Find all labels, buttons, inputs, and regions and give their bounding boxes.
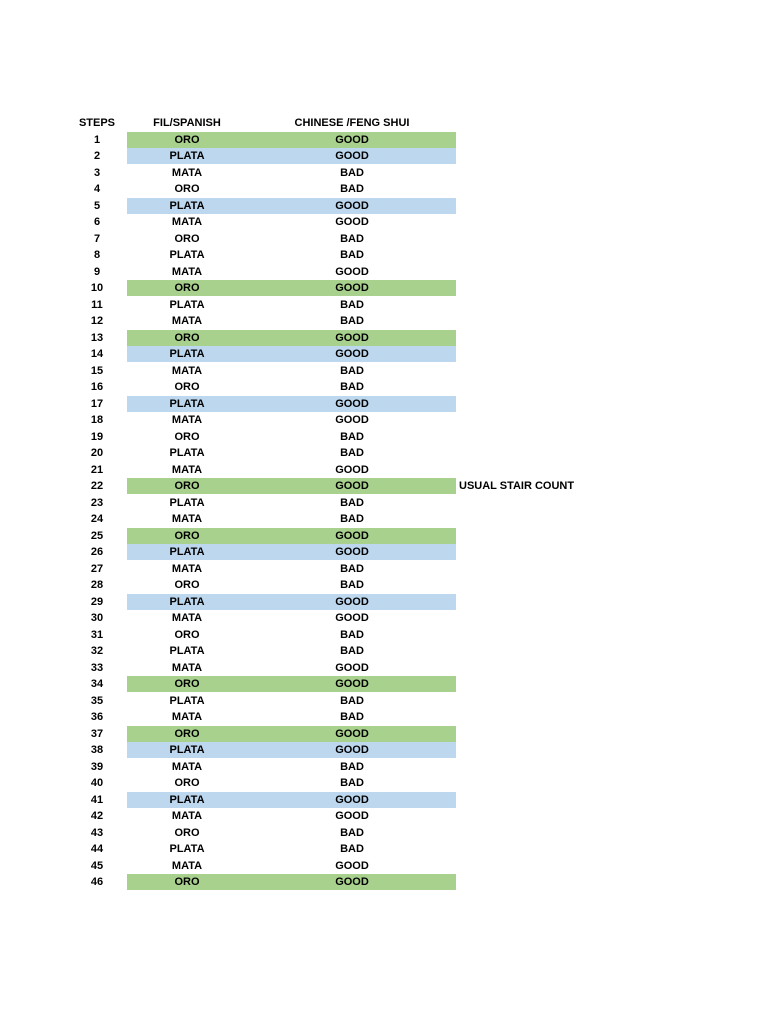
- feng-shui-cell: GOOD: [335, 150, 369, 162]
- table-row: [0, 610, 768, 627]
- step-cell: 30: [90, 612, 104, 624]
- step-cell: 23: [90, 496, 104, 509]
- feng-shui-cell: BAD: [340, 232, 364, 245]
- feng-shui-cell: BAD: [340, 430, 364, 443]
- feng-shui-cell: BAD: [340, 298, 364, 311]
- table-row: [0, 247, 768, 264]
- feng-shui-cell: GOOD: [335, 265, 369, 278]
- feng-shui-cell: BAD: [340, 628, 364, 641]
- fil-spanish-cell: ORO: [174, 727, 200, 740]
- fil-spanish-cell: ORO: [174, 579, 200, 591]
- step-cell: 45: [90, 859, 104, 872]
- step-cell: 35: [90, 694, 104, 707]
- feng-shui-cell: GOOD: [335, 414, 369, 426]
- table-row: [0, 280, 768, 297]
- feng-shui-header: CHINESE /FENG SHUI: [294, 117, 410, 129]
- fil-spanish-cell: PLATA: [169, 199, 205, 212]
- fil-spanish-cell: PLATA: [169, 496, 205, 509]
- fil-spanish-cell: PLATA: [169, 793, 205, 806]
- feng-shui-cell: GOOD: [335, 810, 369, 822]
- feng-shui-cell: BAD: [340, 381, 364, 393]
- step-cell: 26: [90, 546, 104, 558]
- step-cell: 41: [90, 793, 104, 806]
- feng-shui-cell: BAD: [340, 843, 364, 855]
- table-row: [0, 792, 768, 809]
- feng-shui-cell: GOOD: [335, 397, 369, 410]
- fil-spanish-cell: PLATA: [169, 595, 205, 608]
- feng-shui-cell: BAD: [340, 166, 364, 179]
- feng-shui-cell: GOOD: [335, 546, 369, 558]
- step-cell: 17: [90, 397, 104, 410]
- fil-spanish-cell: MATA: [171, 562, 203, 575]
- table-row: [0, 198, 768, 215]
- feng-shui-cell: GOOD: [335, 480, 369, 492]
- fil-spanish-cell: MATA: [171, 612, 203, 624]
- table-row: [0, 693, 768, 710]
- feng-shui-cell: GOOD: [335, 282, 369, 294]
- feng-shui-cell: BAD: [340, 315, 364, 327]
- table-row: [0, 627, 768, 644]
- step-cell: 40: [90, 777, 104, 789]
- spreadsheet: [0, 115, 768, 891]
- feng-shui-cell: BAD: [340, 760, 364, 773]
- table-row: [0, 346, 768, 363]
- feng-shui-cell: GOOD: [335, 199, 369, 212]
- fil-spanish-cell: MATA: [171, 315, 203, 327]
- table-row: [0, 726, 768, 743]
- table-row: [0, 429, 768, 446]
- step-cell: 32: [90, 645, 104, 657]
- fil-spanish-cell: MATA: [171, 216, 203, 228]
- step-cell: 37: [90, 727, 104, 740]
- step-cell: 9: [93, 265, 101, 278]
- step-cell: 39: [90, 760, 104, 773]
- feng-shui-cell: GOOD: [335, 727, 369, 740]
- feng-shui-cell: GOOD: [335, 661, 369, 674]
- feng-shui-cell: GOOD: [335, 612, 369, 624]
- step-cell: 3: [93, 166, 101, 179]
- table-row: [0, 511, 768, 528]
- fil-spanish-cell: ORO: [174, 282, 200, 294]
- fil-spanish-cell: MATA: [171, 166, 203, 179]
- feng-shui-cell: BAD: [340, 496, 364, 509]
- step-cell: 11: [91, 298, 103, 311]
- feng-shui-cell: GOOD: [335, 133, 369, 146]
- fil-spanish-cell: MATA: [171, 265, 203, 278]
- feng-shui-cell: GOOD: [335, 678, 369, 690]
- table-row: [0, 858, 768, 875]
- table-body: [0, 132, 768, 891]
- table-row: [0, 528, 768, 545]
- step-cell: 27: [90, 562, 104, 575]
- table-row: [0, 841, 768, 858]
- step-cell: 29: [90, 595, 104, 608]
- fil-spanish-cell: ORO: [174, 876, 200, 888]
- feng-shui-cell: BAD: [340, 364, 364, 377]
- feng-shui-cell: GOOD: [335, 595, 369, 608]
- note-cell: USUAL STAIR COUNT: [459, 480, 575, 492]
- fil-spanish-cell: ORO: [174, 826, 200, 839]
- fil-spanish-cell: PLATA: [169, 150, 205, 162]
- feng-shui-cell: BAD: [340, 183, 364, 195]
- fil-spanish-cell: ORO: [174, 480, 200, 492]
- fil-spanish-cell: MATA: [171, 711, 203, 723]
- fil-spanish-cell: ORO: [174, 232, 200, 245]
- fil-spanish-cell: MATA: [171, 760, 203, 773]
- table-row: [0, 825, 768, 842]
- fil-spanish-cell: ORO: [174, 381, 200, 393]
- step-cell: 4: [93, 183, 101, 195]
- step-cell: 18: [90, 414, 104, 426]
- table-row: [0, 330, 768, 347]
- fil-spanish-cell: PLATA: [169, 298, 205, 311]
- table-row: [0, 132, 768, 149]
- table-row: [0, 676, 768, 693]
- table-row: [0, 313, 768, 330]
- table-row: [0, 495, 768, 512]
- fil-spanish-cell: PLATA: [169, 447, 205, 459]
- fil-spanish-cell: ORO: [174, 331, 200, 344]
- step-cell: 38: [90, 744, 104, 756]
- step-cell: 14: [90, 348, 104, 360]
- table-row: [0, 214, 768, 231]
- table-row: [0, 396, 768, 413]
- step-cell: 12: [90, 315, 104, 327]
- feng-shui-cell: BAD: [340, 249, 364, 261]
- table-header: [0, 115, 768, 132]
- table-row: [0, 577, 768, 594]
- feng-shui-cell: GOOD: [335, 348, 369, 360]
- feng-shui-cell: GOOD: [335, 859, 369, 872]
- table-row: [0, 445, 768, 462]
- step-cell: 6: [93, 216, 101, 228]
- feng-shui-cell: BAD: [340, 711, 364, 723]
- fil-spanish-header: FIL/SPANISH: [153, 117, 221, 129]
- steps-header: STEPS: [78, 117, 116, 129]
- fil-spanish-cell: PLATA: [169, 645, 205, 657]
- table-row: [0, 874, 768, 891]
- step-cell: 43: [90, 826, 104, 839]
- step-cell: 15: [90, 364, 104, 377]
- step-cell: 8: [93, 249, 101, 261]
- feng-shui-cell: BAD: [340, 513, 364, 525]
- feng-shui-cell: BAD: [340, 447, 364, 459]
- fil-spanish-cell: ORO: [174, 430, 200, 443]
- step-cell: 22: [90, 480, 104, 492]
- step-cell: 46: [90, 876, 104, 888]
- fil-spanish-cell: PLATA: [169, 249, 205, 261]
- fil-spanish-cell: MATA: [171, 859, 203, 872]
- fil-spanish-cell: MATA: [171, 414, 203, 426]
- feng-shui-cell: BAD: [340, 645, 364, 657]
- step-cell: 16: [90, 381, 104, 393]
- step-cell: 33: [90, 661, 104, 674]
- fil-spanish-cell: PLATA: [169, 397, 205, 410]
- table-row: [0, 478, 768, 495]
- table-row: [0, 544, 768, 561]
- step-cell: 5: [93, 199, 101, 212]
- step-cell: 7: [93, 232, 101, 245]
- table-row: [0, 643, 768, 660]
- step-cell: 13: [90, 331, 104, 344]
- feng-shui-cell: GOOD: [335, 529, 369, 542]
- table-row: [0, 775, 768, 792]
- feng-shui-cell: BAD: [340, 826, 364, 839]
- fil-spanish-cell: ORO: [174, 777, 200, 789]
- fil-spanish-cell: PLATA: [169, 744, 205, 756]
- table-row: [0, 561, 768, 578]
- table-row: [0, 709, 768, 726]
- step-cell: 25: [90, 529, 104, 542]
- step-cell: 28: [90, 579, 104, 591]
- table-row: [0, 231, 768, 248]
- fil-spanish-cell: PLATA: [169, 694, 205, 707]
- table-row: [0, 181, 768, 198]
- fil-spanish-cell: ORO: [174, 628, 200, 641]
- step-cell: 21: [90, 463, 104, 476]
- feng-shui-cell: GOOD: [335, 331, 369, 344]
- step-cell: 44: [90, 843, 104, 855]
- feng-shui-cell: BAD: [340, 579, 364, 591]
- fil-spanish-cell: ORO: [174, 529, 200, 542]
- table-row: [0, 297, 768, 314]
- table-row: [0, 808, 768, 825]
- step-cell: 36: [90, 711, 104, 723]
- table-row: [0, 462, 768, 479]
- step-cell: 42: [90, 810, 104, 822]
- feng-shui-cell: GOOD: [335, 744, 369, 756]
- fil-spanish-cell: MATA: [171, 364, 203, 377]
- fil-spanish-cell: MATA: [171, 661, 203, 674]
- step-cell: 19: [90, 430, 104, 443]
- step-cell: 31: [90, 628, 104, 641]
- table-row: [0, 759, 768, 776]
- table-row: [0, 660, 768, 677]
- step-cell: 10: [90, 282, 104, 294]
- fil-spanish-cell: MATA: [171, 463, 203, 476]
- feng-shui-cell: BAD: [340, 777, 364, 789]
- feng-shui-cell: GOOD: [335, 216, 369, 228]
- table-row: [0, 148, 768, 165]
- fil-spanish-cell: PLATA: [169, 546, 205, 558]
- feng-shui-cell: GOOD: [335, 876, 369, 888]
- fil-spanish-cell: MATA: [171, 513, 203, 525]
- step-cell: 1: [93, 133, 101, 146]
- step-cell: 2: [93, 150, 101, 162]
- table-row: [0, 594, 768, 611]
- feng-shui-cell: BAD: [340, 694, 364, 707]
- table-row: [0, 412, 768, 429]
- fil-spanish-cell: ORO: [174, 678, 200, 690]
- fil-spanish-cell: PLATA: [169, 843, 205, 855]
- feng-shui-cell: BAD: [340, 562, 364, 575]
- fil-spanish-cell: MATA: [171, 810, 203, 822]
- step-cell: 24: [90, 513, 104, 525]
- table-row: [0, 363, 768, 380]
- feng-shui-cell: GOOD: [335, 793, 369, 806]
- table-row: [0, 165, 768, 182]
- table-row: [0, 264, 768, 281]
- fil-spanish-cell: ORO: [174, 133, 200, 146]
- feng-shui-cell: GOOD: [335, 463, 369, 476]
- step-cell: 34: [90, 678, 104, 690]
- step-cell: 20: [90, 447, 104, 459]
- fil-spanish-cell: ORO: [174, 183, 200, 195]
- fil-spanish-cell: PLATA: [169, 348, 205, 360]
- table-row: [0, 742, 768, 759]
- table-row: [0, 379, 768, 396]
